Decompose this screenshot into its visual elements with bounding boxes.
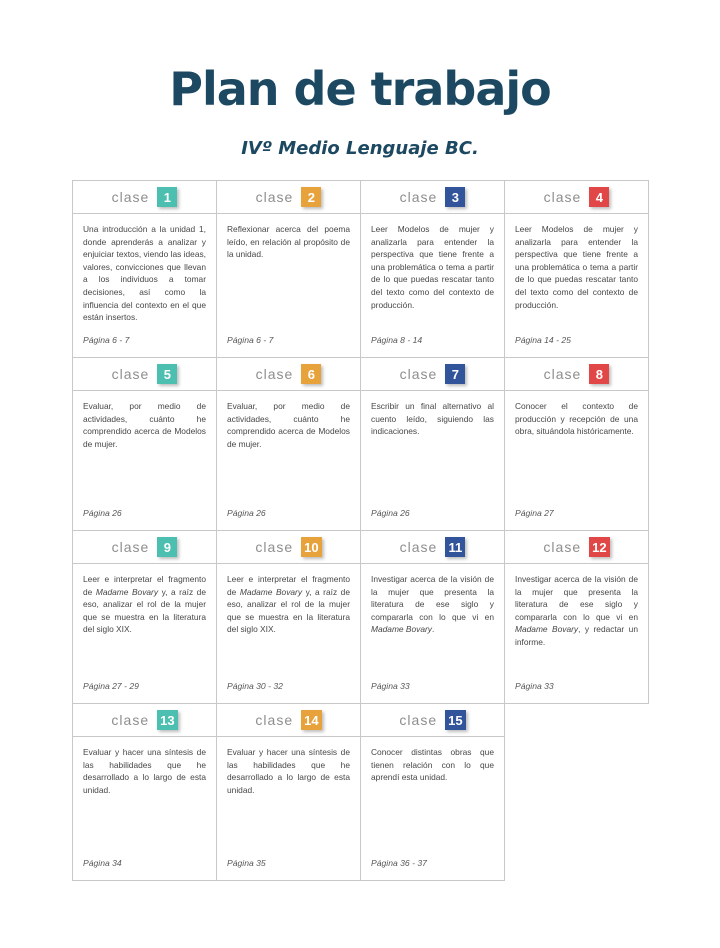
clase-cell xyxy=(72,703,217,881)
clase-number-badge: 13 xyxy=(157,710,177,730)
clase-cell xyxy=(360,357,505,531)
page-reference: Página 14 - 25 xyxy=(515,335,571,345)
clase-cell-header xyxy=(217,704,360,737)
grid-row xyxy=(72,530,648,704)
clase-label: clase xyxy=(111,539,150,555)
clase-number-badge: 12 xyxy=(589,537,609,557)
clase-cell-header xyxy=(217,181,360,214)
clase-label: clase xyxy=(399,366,438,382)
clase-number-badge: 10 xyxy=(301,537,321,557)
clase-number-badge: 5 xyxy=(157,364,177,384)
clase-cell xyxy=(72,180,217,358)
page-reference: Página 33 xyxy=(515,681,554,691)
clase-cell-header xyxy=(361,181,504,214)
clase-cell-header xyxy=(505,531,648,564)
clase-cell-header xyxy=(505,358,648,391)
clase-cell-header xyxy=(217,358,360,391)
page-reference: Página 30 - 32 xyxy=(227,681,283,691)
clase-description: Investigar acerca de la visión de la mujer que presenta la literatura de ese siglo y compararla con lo que vi en Madame Bovary, y redactar un informe. xyxy=(515,574,638,648)
grid-row xyxy=(72,703,648,881)
clase-cell-header xyxy=(505,181,648,214)
clase-label: clase xyxy=(255,189,294,205)
page-reference: Página 6 - 7 xyxy=(227,335,274,345)
page-reference: Página 35 xyxy=(227,858,266,868)
clase-number-badge: 6 xyxy=(301,364,321,384)
clase-cell xyxy=(360,180,505,358)
clase-cell-header xyxy=(361,531,504,564)
clase-label: clase xyxy=(543,539,582,555)
clase-cell xyxy=(216,703,361,881)
clase-description: Leer e interpretar el fragmento de Madame Bovary y, a raíz de eso, analizar el rol de la mujer que se muestra en la literatura del siglo XIX. xyxy=(83,574,206,635)
clase-description: Conocer distintas obras que tienen relación con lo que aprendí esta unidad. xyxy=(371,747,494,783)
clase-cell-header xyxy=(361,704,504,737)
page-subtitle: IVº Medio Lenguaje BC. xyxy=(241,138,479,159)
clase-cell xyxy=(504,530,649,704)
clase-number-badge: 15 xyxy=(445,710,465,730)
clase-label: clase xyxy=(111,366,150,382)
clase-description: Leer Modelos de mujer y analizarla para entender la perspectiva que tiene frente a una problemática o tema a partir de lo que puedas rescatar tanto del texto como del contexto de producción. xyxy=(515,224,638,310)
clase-label: clase xyxy=(399,712,438,728)
page-reference: Página 6 - 7 xyxy=(83,335,130,345)
clase-cell-header xyxy=(217,531,360,564)
clase-description: Evaluar y hacer una síntesis de las habilidades que he desarrollado a lo largo de esta unidad. xyxy=(83,747,206,795)
clase-cell xyxy=(216,180,361,358)
clase-description: Conocer el contexto de producción y recepción de una obra, situándola históricamente. xyxy=(515,401,638,437)
clase-description: Una introducción a la unidad 1, donde aprenderás a analizar y enjuiciar textos, viendo las ideas, valores, convicciones que llevan a los individuos a tomar decisiones, así como la influencia del contexto en el que están insertos. xyxy=(83,224,206,323)
clase-number-badge: 11 xyxy=(445,537,465,557)
clase-description: Leer e interpretar el fragmento de Madame Bovary y, a raíz de eso, analizar el rol de la mujer que se muestra en la literatura del siglo XIX. xyxy=(227,574,350,635)
clase-cell-header xyxy=(73,704,216,737)
clase-description: Escribir un final alternativo al cuento leído, siguiendo las indicaciones. xyxy=(371,401,494,437)
clase-cell xyxy=(504,180,649,358)
clase-label: clase xyxy=(255,539,294,555)
page-reference: Página 8 - 14 xyxy=(371,335,423,345)
clase-cell xyxy=(360,530,505,704)
page-reference: Página 26 xyxy=(83,508,122,518)
page-reference: Página 27 - 29 xyxy=(83,681,139,691)
clase-cell-header xyxy=(73,358,216,391)
page-reference: Página 34 xyxy=(83,858,122,868)
clase-cell xyxy=(216,530,361,704)
clase-description: Evaluar, por medio de actividades, cuánto he comprendido acerca de Modelos de mujer. xyxy=(83,401,206,449)
clase-label: clase xyxy=(543,366,582,382)
clase-cell-header xyxy=(73,181,216,214)
clase-label: clase xyxy=(543,189,582,205)
clase-number-badge: 14 xyxy=(301,710,321,730)
clase-label: clase xyxy=(399,189,438,205)
clase-cell-header xyxy=(73,531,216,564)
clase-description: Evaluar y hacer una síntesis de las habilidades que he desarrollado a lo largo de esta unidad. xyxy=(227,747,350,795)
clase-number-badge: 7 xyxy=(445,364,465,384)
page-reference: Página 26 xyxy=(371,508,410,518)
clase-number-badge: 9 xyxy=(157,537,177,557)
clase-number-badge: 3 xyxy=(445,187,465,207)
clase-description: Leer Modelos de mujer y analizarla para entender la perspectiva que tiene frente a una problemática o tema a partir de lo que puedas rescatar tanto del texto como del contexto de producción. xyxy=(371,224,494,310)
clase-number-badge: 4 xyxy=(589,187,609,207)
clase-label: clase xyxy=(255,366,294,382)
page-reference: Página 27 xyxy=(515,508,554,518)
page-title: Plan de trabajo xyxy=(169,62,551,116)
page-reference: Página 26 xyxy=(227,508,266,518)
clase-label: clase xyxy=(255,712,294,728)
clase-description: Evaluar, por medio de actividades, cuánto he comprendido acerca de Modelos de mujer. xyxy=(227,401,350,449)
clase-description: Reflexionar acerca del poema leído, en relación al propósito de la unidad. xyxy=(227,224,350,260)
clase-cell xyxy=(72,357,217,531)
clase-description: Investigar acerca de la visión de la mujer que presenta la literatura de ese siglo y compararla con lo que vi en Madame Bovary. xyxy=(371,574,494,635)
clase-number-badge: 8 xyxy=(589,364,609,384)
work-plan-grid xyxy=(72,180,648,881)
clase-label: clase xyxy=(399,539,438,555)
clase-label: clase xyxy=(111,712,150,728)
page-reference: Página 33 xyxy=(371,681,410,691)
clase-cell xyxy=(360,703,505,881)
grid-row xyxy=(72,180,648,358)
grid-row xyxy=(72,357,648,531)
clase-number-badge: 1 xyxy=(157,187,177,207)
clase-label: clase xyxy=(111,189,150,205)
clase-number-badge: 2 xyxy=(301,187,321,207)
clase-cell xyxy=(216,357,361,531)
clase-cell-header xyxy=(361,358,504,391)
clase-cell xyxy=(504,357,649,531)
clase-cell xyxy=(72,530,217,704)
page-reference: Página 36 - 37 xyxy=(371,858,427,868)
